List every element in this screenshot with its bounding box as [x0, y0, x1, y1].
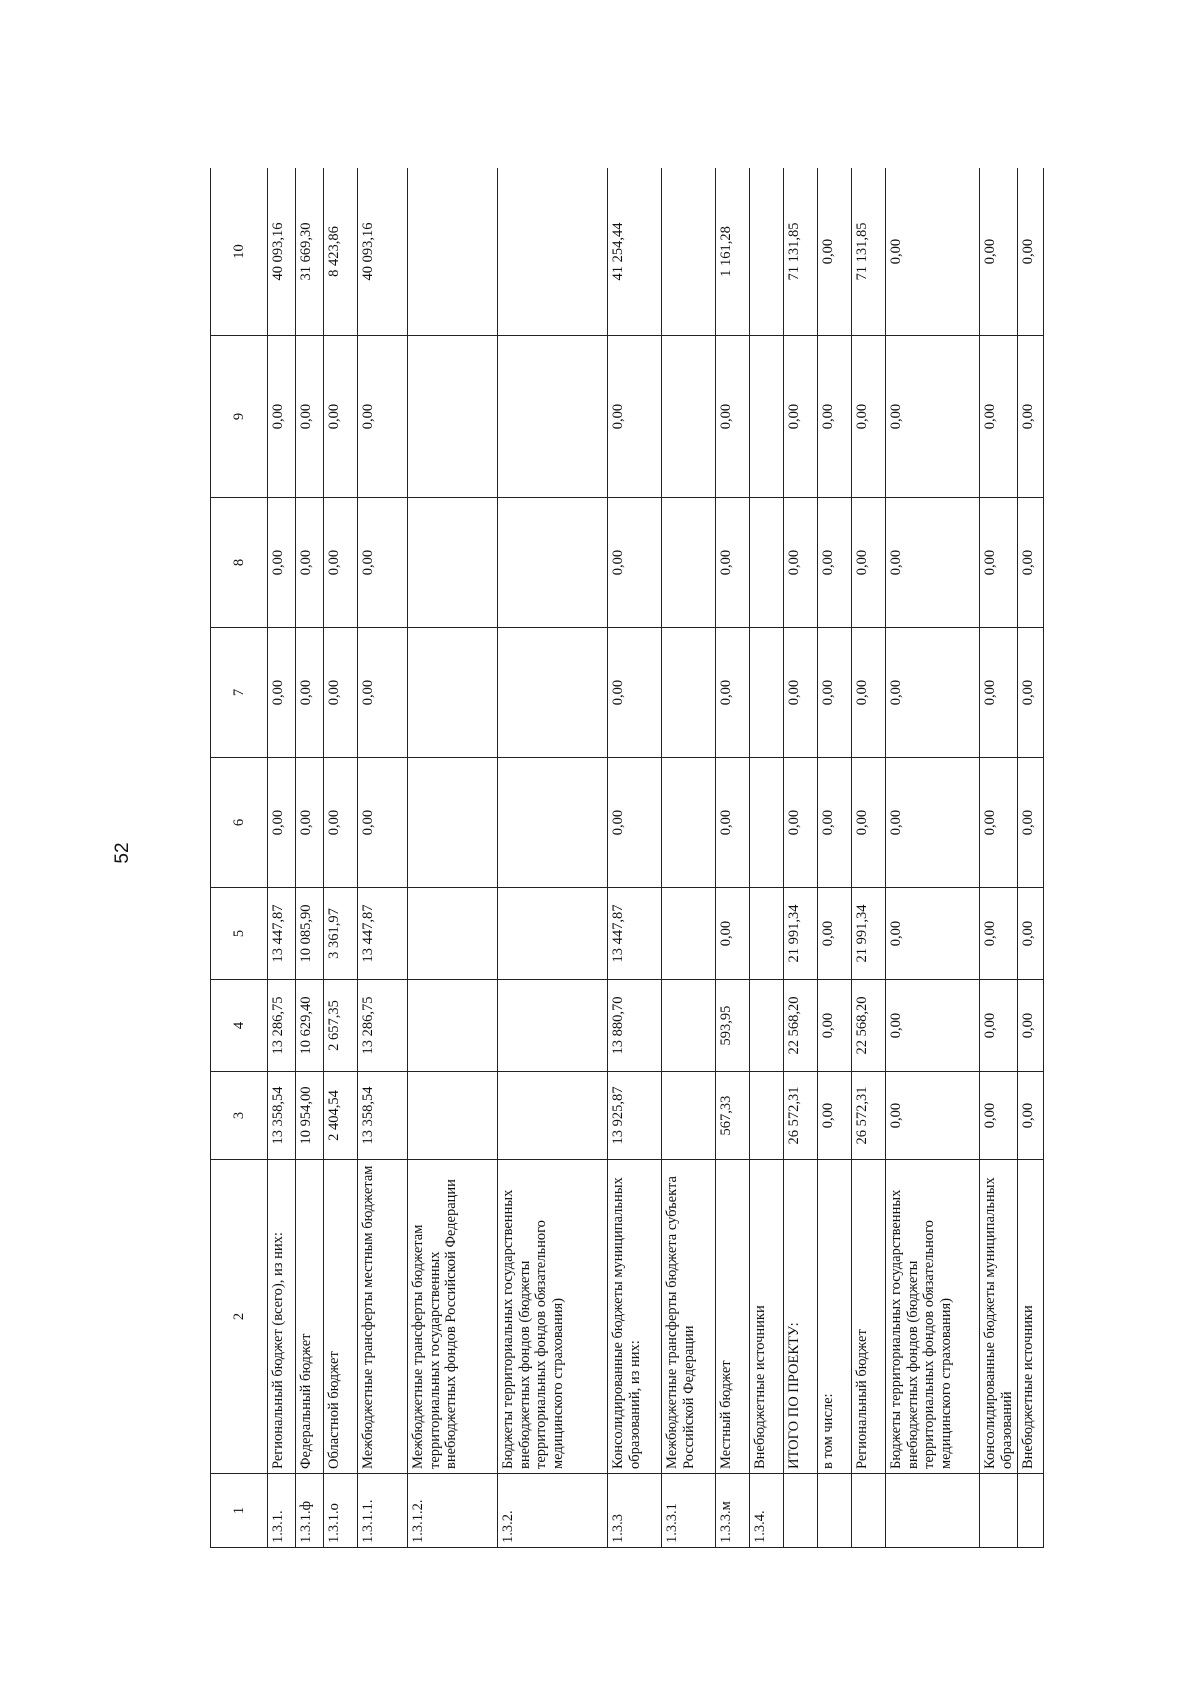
- value-cell: 8 423,86: [324, 168, 358, 336]
- value-cell: 0,00: [716, 758, 750, 888]
- row-name-cell: Внебюджетные источники: [750, 1160, 784, 1474]
- value-cell: 10 085,90: [296, 888, 324, 980]
- table-row: [296, 168, 324, 1548]
- value-cell: 13 286,75: [268, 980, 296, 1072]
- row-name-cell: Федеральный бюджет: [296, 1160, 324, 1474]
- row-name-cell: Бюджеты территориальных государственных внебюджетных фондов (бюджеты территориальных фондов обязательного медицинского страхования): [886, 1160, 980, 1474]
- value-cell: [750, 498, 784, 628]
- value-cell: 0,00: [358, 758, 408, 888]
- value-cell: 13 358,54: [268, 1072, 296, 1160]
- value-cell: 0,00: [980, 888, 1018, 980]
- value-cell: 0,00: [886, 758, 980, 888]
- row-code-cell: 1.3.1.1.: [358, 1474, 408, 1548]
- value-cell: 0,00: [818, 758, 852, 888]
- value-cell: 26 572,31: [852, 1072, 886, 1160]
- value-cell: [408, 980, 498, 1072]
- value-cell: 0,00: [324, 336, 358, 498]
- value-cell: 2 657,35: [324, 980, 358, 1072]
- value-cell: [662, 168, 716, 336]
- value-cell: 0,00: [608, 628, 662, 758]
- value-cell: 22 568,20: [784, 980, 818, 1072]
- value-cell: 0,00: [886, 336, 980, 498]
- row-name-cell: Консолидированные бюджеты муниципальных образований, из них:: [608, 1160, 662, 1474]
- value-cell: 0,00: [1018, 628, 1044, 758]
- table-row: [784, 168, 818, 1548]
- value-cell: [408, 168, 498, 336]
- value-cell: 0,00: [818, 168, 852, 336]
- value-cell: 13 447,87: [608, 888, 662, 980]
- value-cell: 21 991,34: [852, 888, 886, 980]
- value-cell: 0,00: [358, 498, 408, 628]
- value-cell: [750, 758, 784, 888]
- value-cell: 0,00: [784, 758, 818, 888]
- row-code-cell: 1.3.2.: [498, 1474, 608, 1548]
- table-row: [750, 168, 784, 1548]
- rotated-table-container: [210, 168, 1062, 1548]
- column-header: 3: [211, 1072, 268, 1160]
- value-cell: 0,00: [324, 498, 358, 628]
- value-cell: [498, 498, 608, 628]
- budget-table: [210, 168, 1044, 1548]
- value-cell: 13 358,54: [358, 1072, 408, 1160]
- value-cell: 10 954,00: [296, 1072, 324, 1160]
- row-name-cell: ИТОГО ПО ПРОЕКТУ:: [784, 1160, 818, 1474]
- value-cell: 0,00: [296, 758, 324, 888]
- row-name-cell: Внебюджетные источники: [1018, 1160, 1044, 1474]
- value-cell: [662, 628, 716, 758]
- row-name-cell: Региональный бюджет: [852, 1160, 886, 1474]
- value-cell: 0,00: [1018, 758, 1044, 888]
- value-cell: [750, 168, 784, 336]
- value-cell: [408, 628, 498, 758]
- value-cell: 0,00: [818, 498, 852, 628]
- value-cell: 71 131,85: [784, 168, 818, 336]
- row-code-cell: 1.3.3: [608, 1474, 662, 1548]
- value-cell: 0,00: [852, 758, 886, 888]
- value-cell: 0,00: [886, 980, 980, 1072]
- row-name-cell: Областной бюджет: [324, 1160, 358, 1474]
- value-cell: 0,00: [358, 628, 408, 758]
- value-cell: [750, 336, 784, 498]
- value-cell: 0,00: [980, 498, 1018, 628]
- table-row: [268, 168, 296, 1548]
- value-cell: 13 286,75: [358, 980, 408, 1072]
- column-header: 10: [211, 168, 268, 336]
- value-cell: [408, 336, 498, 498]
- value-cell: 13 880,70: [608, 980, 662, 1072]
- value-cell: 3 361,97: [324, 888, 358, 980]
- row-name-cell: Консолидированные бюджеты муниципальных образований: [980, 1160, 1018, 1474]
- row-code-cell: [980, 1474, 1018, 1548]
- row-code-cell: 1.3.4.: [750, 1474, 784, 1548]
- value-cell: 10 629,40: [296, 980, 324, 1072]
- row-code-cell: 1.3.1.о: [324, 1474, 358, 1548]
- value-cell: 0,00: [324, 628, 358, 758]
- row-code-cell: [886, 1474, 980, 1548]
- value-cell: 22 568,20: [852, 980, 886, 1072]
- value-cell: 0,00: [886, 888, 980, 980]
- value-cell: 0,00: [268, 628, 296, 758]
- value-cell: 0,00: [608, 498, 662, 628]
- value-cell: [750, 888, 784, 980]
- value-cell: 0,00: [980, 168, 1018, 336]
- value-cell: 0,00: [886, 1072, 980, 1160]
- value-cell: 40 093,16: [358, 168, 408, 336]
- value-cell: [498, 628, 608, 758]
- value-cell: 40 093,16: [268, 168, 296, 336]
- row-code-cell: 1.3.3.м: [716, 1474, 750, 1548]
- table-row: [608, 168, 662, 1548]
- value-cell: 0,00: [296, 628, 324, 758]
- value-cell: 0,00: [716, 498, 750, 628]
- row-code-cell: 1.3.3.1: [662, 1474, 716, 1548]
- value-cell: 13 447,87: [268, 888, 296, 980]
- row-code-cell: [852, 1474, 886, 1548]
- value-cell: [750, 980, 784, 1072]
- column-header: 1: [211, 1474, 268, 1548]
- row-code-cell: [1018, 1474, 1044, 1548]
- value-cell: [750, 628, 784, 758]
- column-header: 5: [211, 888, 268, 980]
- table-row: [662, 168, 716, 1548]
- value-cell: 0,00: [980, 1072, 1018, 1160]
- table-row: [408, 168, 498, 1548]
- row-name-cell: Межбюджетные трансферты бюджета субъекта Российской Федерации: [662, 1160, 716, 1474]
- row-code-cell: 1.3.1.2.: [408, 1474, 498, 1548]
- budget-table-wrapper: [210, 168, 1062, 1548]
- value-cell: 0,00: [716, 628, 750, 758]
- value-cell: [750, 1072, 784, 1160]
- value-cell: 41 254,44: [608, 168, 662, 336]
- row-name-cell: Региональный бюджет (всего), из них:: [268, 1160, 296, 1474]
- value-cell: 0,00: [852, 336, 886, 498]
- value-cell: [498, 1072, 608, 1160]
- value-cell: [662, 336, 716, 498]
- value-cell: [662, 758, 716, 888]
- value-cell: 0,00: [716, 336, 750, 498]
- value-cell: 0,00: [268, 336, 296, 498]
- value-cell: 2 404,54: [324, 1072, 358, 1160]
- value-cell: [498, 336, 608, 498]
- value-cell: 13 925,87: [608, 1072, 662, 1160]
- value-cell: 593,95: [716, 980, 750, 1072]
- column-header: 8: [211, 498, 268, 628]
- value-cell: [408, 758, 498, 888]
- row-code-cell: [784, 1474, 818, 1548]
- value-cell: 0,00: [268, 758, 296, 888]
- row-name-cell: Местный бюджет: [716, 1160, 750, 1474]
- value-cell: 0,00: [818, 336, 852, 498]
- value-cell: 0,00: [886, 168, 980, 336]
- value-cell: 0,00: [1018, 336, 1044, 498]
- row-code-cell: 1.3.1.ф: [296, 1474, 324, 1548]
- value-cell: [662, 888, 716, 980]
- value-cell: 0,00: [980, 980, 1018, 1072]
- page-number: 52: [112, 842, 133, 864]
- table-header-row: [211, 168, 268, 1548]
- value-cell: 0,00: [1018, 888, 1044, 980]
- value-cell: [408, 888, 498, 980]
- value-cell: [498, 888, 608, 980]
- value-cell: 13 447,87: [358, 888, 408, 980]
- row-name-cell: в том числе:: [818, 1160, 852, 1474]
- column-header: 2: [211, 1160, 268, 1474]
- row-code-cell: 1.3.1.: [268, 1474, 296, 1548]
- table-row: [498, 168, 608, 1548]
- value-cell: 0,00: [818, 628, 852, 758]
- value-cell: [662, 498, 716, 628]
- value-cell: 0,00: [886, 628, 980, 758]
- value-cell: 0,00: [818, 1072, 852, 1160]
- value-cell: 0,00: [980, 336, 1018, 498]
- table-row: [818, 168, 852, 1548]
- value-cell: 0,00: [980, 758, 1018, 888]
- table-row: [324, 168, 358, 1548]
- row-code-cell: [818, 1474, 852, 1548]
- value-cell: 31 669,30: [296, 168, 324, 336]
- table-body: [268, 168, 1044, 1548]
- value-cell: 0,00: [296, 336, 324, 498]
- row-name-cell: Межбюджетные трансферты местным бюджетам: [358, 1160, 408, 1474]
- value-cell: 1 161,28: [716, 168, 750, 336]
- value-cell: 0,00: [980, 628, 1018, 758]
- value-cell: 0,00: [818, 888, 852, 980]
- value-cell: 0,00: [852, 498, 886, 628]
- value-cell: 0,00: [784, 498, 818, 628]
- table-row: [358, 168, 408, 1548]
- value-cell: 0,00: [1018, 168, 1044, 336]
- value-cell: [662, 1072, 716, 1160]
- value-cell: 0,00: [886, 498, 980, 628]
- value-cell: 567,33: [716, 1072, 750, 1160]
- column-header: 7: [211, 628, 268, 758]
- value-cell: [662, 980, 716, 1072]
- value-cell: 0,00: [1018, 498, 1044, 628]
- row-name-cell: Бюджеты территориальных государственных внебюджетных фондов (бюджеты территориальных фондов обязательного медицинского страхования): [498, 1160, 608, 1474]
- value-cell: 0,00: [716, 888, 750, 980]
- value-cell: [498, 758, 608, 888]
- table-row: [980, 168, 1018, 1548]
- table-row: [852, 168, 886, 1548]
- value-cell: [498, 980, 608, 1072]
- value-cell: 0,00: [608, 758, 662, 888]
- value-cell: 21 991,34: [784, 888, 818, 980]
- table-row: [1018, 168, 1044, 1548]
- value-cell: 0,00: [1018, 980, 1044, 1072]
- table-row: [716, 168, 750, 1548]
- value-cell: 0,00: [818, 980, 852, 1072]
- value-cell: [408, 1072, 498, 1160]
- value-cell: 0,00: [296, 498, 324, 628]
- value-cell: [408, 498, 498, 628]
- value-cell: 0,00: [358, 336, 408, 498]
- row-name-cell: Межбюджетные трансферты бюджетам территориальных государственных внебюджетных фондов Российской Федерации: [408, 1160, 498, 1474]
- value-cell: 0,00: [324, 758, 358, 888]
- value-cell: 0,00: [268, 498, 296, 628]
- value-cell: 26 572,31: [784, 1072, 818, 1160]
- value-cell: 71 131,85: [852, 168, 886, 336]
- column-header: 4: [211, 980, 268, 1072]
- column-header: 9: [211, 336, 268, 498]
- value-cell: [498, 168, 608, 336]
- value-cell: 0,00: [784, 628, 818, 758]
- column-header: 6: [211, 758, 268, 888]
- table-row: [886, 168, 980, 1548]
- value-cell: 0,00: [608, 336, 662, 498]
- value-cell: 0,00: [1018, 1072, 1044, 1160]
- value-cell: 0,00: [784, 336, 818, 498]
- value-cell: 0,00: [852, 628, 886, 758]
